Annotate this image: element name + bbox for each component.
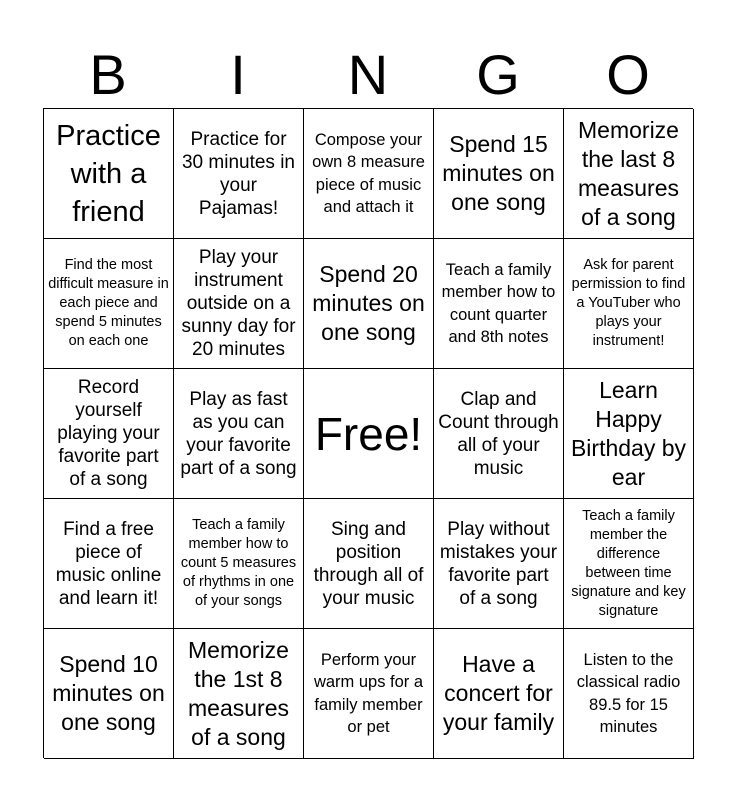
bingo-cell-r1-c4[interactable] <box>564 239 694 369</box>
header-letter-o: O <box>606 43 650 106</box>
bingo-cell-r0-c1[interactable] <box>174 109 304 239</box>
bingo-cell-r3-c3[interactable] <box>434 499 564 629</box>
bingo-grid <box>43 108 693 758</box>
bingo-cell-r1-c2[interactable] <box>304 239 434 369</box>
cell-text: Play your instrument outside on a sunny day for 20 minutes <box>181 247 296 360</box>
header-letter-b: B <box>89 43 127 106</box>
cell-text: Teach a family member how to count quarter and 8th notes <box>441 260 556 346</box>
bingo-cell-r4-c0[interactable] <box>44 629 174 759</box>
bingo-cell-r4-c4[interactable] <box>564 629 694 759</box>
bingo-cell-r3-c2[interactable] <box>304 499 434 629</box>
header-letter-n: N <box>347 43 389 106</box>
cell-text: Spend 10 minutes on one song <box>52 651 165 735</box>
bingo-cell-r3-c1[interactable] <box>174 499 304 629</box>
cell-text: Play as fast as you can your favorite part of a song <box>180 388 297 479</box>
cell-text: Find the most difficult measure in each piece and spend 5 minutes on each one <box>48 257 169 349</box>
header-letter-g: G <box>476 43 520 106</box>
bingo-cell-r0-c3[interactable] <box>434 109 564 239</box>
bingo-cell-r2-c3[interactable] <box>434 369 564 499</box>
cell-text: Perform your warm ups for a family member or pet <box>313 650 424 736</box>
cell-text: Clap and Count through all of your music <box>438 388 559 479</box>
bingo-cell-r4-c1[interactable] <box>174 629 304 759</box>
header-letter-i: I <box>230 43 246 106</box>
cell-text: Free! <box>314 407 423 460</box>
cell-text: Memorize the last 8 measures of a song <box>578 116 679 230</box>
cell-text: Practice with a friend <box>56 119 161 228</box>
bingo-cell-r2-c0[interactable] <box>44 369 174 499</box>
bingo-cell-r1-c1[interactable] <box>174 239 304 369</box>
bingo-cell-r1-c0[interactable] <box>44 239 174 369</box>
cell-text: Memorize the 1st 8 measures of a song <box>188 636 289 750</box>
cell-text: Teach a family member the difference between time signature and key signature <box>571 507 686 619</box>
cell-text: Teach a family member how to count 5 measures of rhythms in one of your songs <box>180 517 297 609</box>
bingo-header <box>43 44 693 106</box>
cell-text: Have a concert for your family <box>442 651 555 735</box>
bingo-cell-r4-c3[interactable] <box>434 629 564 759</box>
bingo-cell-r4-c2[interactable] <box>304 629 434 759</box>
bingo-cell-r3-c0[interactable] <box>44 499 174 629</box>
cell-text: Spend 20 minutes on one song <box>312 261 425 345</box>
cell-text: Learn Happy Birthday by ear <box>570 376 687 490</box>
bingo-cell-r0-c0[interactable] <box>44 109 174 239</box>
bingo-cell-r2-c1[interactable] <box>174 369 304 499</box>
cell-text: Listen to the classical radio 89.5 for 15 minutes <box>576 650 681 736</box>
bingo-cell-r0-c2[interactable] <box>304 109 434 239</box>
cell-text: Play without mistakes your favorite part of a song <box>439 518 558 609</box>
bingo-cell-r2-c4[interactable] <box>564 369 694 499</box>
cell-text: Sing and position through all of your music <box>313 518 424 609</box>
cell-text: Spend 15 minutes on one song <box>442 131 555 215</box>
bingo-cell-r0-c4[interactable] <box>564 109 694 239</box>
bingo-cell-free-space[interactable] <box>304 369 434 499</box>
cell-text: Compose your own 8 measure piece of music and attach it <box>312 130 425 216</box>
bingo-cell-r3-c4[interactable] <box>564 499 694 629</box>
cell-text: Find a free piece of music online and learn it! <box>55 518 162 609</box>
cell-text: Practice for 30 minutes in your Pajamas! <box>181 128 295 219</box>
bingo-cell-r1-c3[interactable] <box>434 239 564 369</box>
cell-text: Record yourself playing your favorite part of a song <box>57 377 160 490</box>
cell-text: Ask for parent permission to find a YouTuber who plays your instrument! <box>571 257 686 349</box>
